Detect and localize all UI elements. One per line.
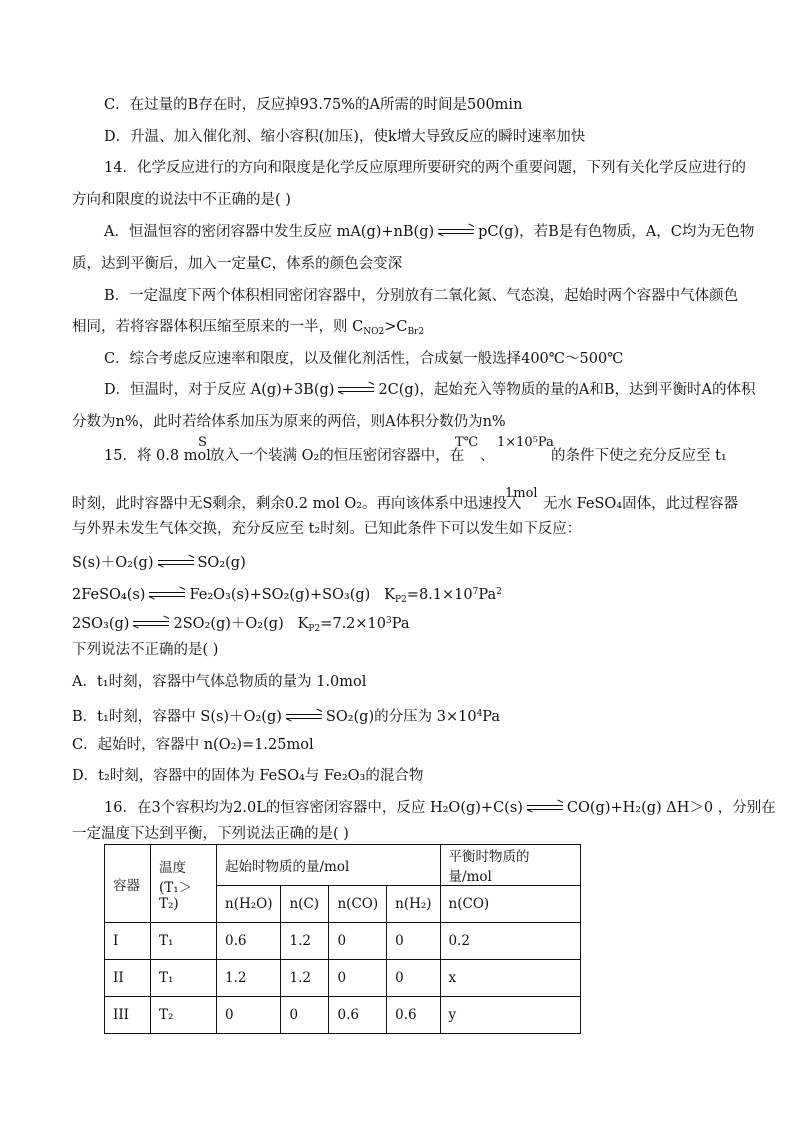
- q14-stem-line1: 14．化学反应进行的方向和限度是化学反应原理所要研究的两个重要问题，下列有关化学反应进行的: [104, 160, 746, 176]
- reaction-1: [72, 553, 246, 573]
- text: 2SO₃(g): [72, 616, 130, 632]
- text: Pa: [482, 709, 501, 725]
- q15-option-d: D．t₂时刻，容器中的固体为 FeSO₄与 Fe₂O₃的混合物: [72, 768, 424, 784]
- q13-option-c: C．在过量的B存在时，反应掉93.75%的A所需的时间是500min: [104, 97, 523, 113]
- table-cell: I: [105, 923, 151, 960]
- text: 2SO₂(g)＋O₂(g): [173, 616, 284, 632]
- equilibrium-arrow-icon: [527, 802, 563, 814]
- table-row: [105, 997, 581, 1034]
- table-cell: 0: [387, 960, 440, 997]
- q14-option-d-line2: 分数为n%，此时若给体系加压为原来的两倍，则A体积分数仍为n%: [72, 414, 506, 430]
- q14-option-c: C．综合考虑反应速率和限度，以及催化剂活性，合成氨一般选择400℃～500℃: [104, 351, 624, 367]
- text: CO(g)+H₂(g) ΔH＞0 ，分别在: [566, 800, 776, 816]
- table-cell: II: [105, 960, 151, 997]
- table-cell: 1.2: [217, 960, 281, 997]
- q15-mol: 1mol: [505, 486, 538, 501]
- table-cell: 0: [329, 923, 387, 960]
- q14-option-a-line2: 质，达到平衡后，加入一定量C，体系的颜色会变深: [72, 256, 403, 272]
- reaction-3: [72, 611, 410, 639]
- q15-option-a: A．t₁时刻，容器中气体总物质的量为 1.0mol: [72, 674, 367, 690]
- subscript: P2: [395, 595, 407, 605]
- subscript: Br2: [407, 327, 425, 337]
- q15-stem-line3: 与外界未发生气体交换，充分反应至 t₂时刻。已知此条件下可以发生如下反应：: [72, 521, 582, 537]
- superscript: 2: [496, 587, 502, 597]
- q16-stem-line1: [104, 798, 776, 818]
- subscript: P2: [308, 624, 321, 634]
- q15-option-c: C．起始时，容器中 n(O₂)=1.25mol: [72, 737, 314, 753]
- q14-stem-line2: 方向和限度的说法中不正确的是( ): [72, 192, 291, 208]
- table-cell: 0: [281, 997, 329, 1034]
- subheader-cell: n(C): [281, 886, 329, 923]
- table-cell: 1.2: [281, 960, 329, 997]
- q15-stem-line1-c: 、: [480, 448, 495, 464]
- q15-temperature: T℃: [455, 435, 479, 450]
- text: Fe₂O₃(s)+SO₂(g)+SO₃(g): [189, 587, 371, 603]
- text: S(s)＋O₂(g): [72, 555, 154, 571]
- table-row: [105, 923, 581, 960]
- table-cell: 0.6: [217, 923, 281, 960]
- subscript: NO2: [363, 327, 385, 337]
- header-container: 容器: [105, 845, 151, 923]
- table-cell: 0.6: [329, 997, 387, 1034]
- q15-stem-line1-d: 的条件下使之充分反应至 t₁: [551, 448, 727, 464]
- equilibrium-arrow-icon: [149, 589, 185, 601]
- subheader-cell: n(H₂O): [217, 886, 281, 923]
- subheader-cell: n(H₂): [387, 886, 440, 923]
- data-table: [104, 844, 581, 1034]
- q15-stem-line2-b: 无水 FeSO₄固体，此过程容器: [543, 496, 739, 512]
- q15-stem-line1-b: 放入一个装满 O₂的恒压密闭容器中，在: [210, 448, 465, 464]
- table-cell: III: [105, 997, 151, 1034]
- table-cell: T₁: [151, 960, 217, 997]
- text: SO₂(g): [197, 555, 246, 571]
- table-cell: 0: [329, 960, 387, 997]
- text: pC(g)，若B是有色物质，A，C均为无色物: [478, 224, 755, 240]
- text: 相同，若将容器体积压缩至原来的一半，则 C: [72, 319, 364, 335]
- text: SO₂(g)的分压为 3×10: [325, 709, 477, 725]
- text: B．t₁时刻，容器中 S(s)＋O₂(g): [72, 709, 282, 725]
- superscript: 7: [472, 587, 479, 597]
- text: 温度: [159, 859, 186, 876]
- q14-option-b-line2: [72, 317, 424, 342]
- text: 2FeSO₄(s): [72, 587, 146, 603]
- equilibrium-arrow-icon: [133, 618, 169, 630]
- text: K: [297, 616, 309, 632]
- subheader-cell: n(CO): [329, 886, 387, 923]
- table-cell: T₁: [151, 923, 217, 960]
- q14-option-a-line1: [104, 222, 754, 242]
- subheader-cell: n(CO): [440, 886, 580, 923]
- q15-pressure: 1×10⁵Pa: [497, 435, 554, 450]
- q13-option-d: D．升温、加入催化剂、缩小容积(加压)，使k增大导致反应的瞬时速率加快: [104, 129, 586, 145]
- text: >C: [384, 319, 408, 335]
- equilibrium-arrow-icon: [338, 384, 374, 396]
- table-cell: T₂: [151, 997, 217, 1034]
- superscript: 4: [476, 709, 483, 719]
- table-header-row: [105, 845, 581, 886]
- table-cell: 0.6: [387, 997, 440, 1034]
- q15-question: 下列说法不正确的是( ): [72, 642, 219, 658]
- equilibrium-arrow-icon: [286, 711, 322, 723]
- equilibrium-arrow-icon: [158, 557, 194, 569]
- table-cell: x: [440, 960, 580, 997]
- text: (T₁＞T₂): [159, 879, 193, 912]
- table-cell: 1.2: [281, 923, 329, 960]
- text: A．恒温恒容的密闭容器中发生反应 mA(g)+nB(g): [104, 224, 435, 240]
- table-cell: 0: [387, 923, 440, 960]
- text: D．恒温时，对于反应 A(g)+3B(g): [104, 382, 335, 398]
- text: K: [384, 587, 396, 603]
- text: Pa: [478, 587, 497, 603]
- table-cell: 0.2: [440, 923, 580, 960]
- text: =7.2×10: [320, 616, 387, 632]
- header-equilibrium-amount: 平衡时物质的量/mol: [440, 845, 580, 886]
- q14-option-b-line1: B．一定温度下两个体积相同密闭容器中，分别放有二氧化氮、气态溴，起始时两个容器中气体颜色: [104, 288, 739, 304]
- q16-stem-line2: 一定温度下达到平衡，下列说法正确的是( ): [72, 826, 349, 842]
- header-initial-amount: 起始时物质的量/mol: [217, 845, 441, 886]
- q14-option-d-line1: [104, 380, 755, 400]
- header-temperature: [151, 845, 217, 923]
- reaction-2: [72, 582, 502, 610]
- q15-stem-line2-a: 时刻，此时容器中无S剩余，剩余0.2 mol O₂。再向该体系中迅速投入: [72, 496, 522, 512]
- table-cell: y: [440, 997, 580, 1034]
- superscript: 3: [386, 616, 392, 626]
- text: 2C(g)，起始充入等物质的量的A和B，达到平衡时A的体积: [378, 382, 756, 398]
- q15-option-b: [72, 704, 500, 727]
- q15-s-symbol: S: [198, 435, 207, 450]
- text: Pa: [391, 616, 410, 632]
- text: =8.1×10: [406, 587, 473, 603]
- equilibrium-arrow-icon: [438, 226, 474, 238]
- q15-stem-line1-a: 15．将 0.8 mol: [104, 448, 211, 464]
- text: 16．在3个容积均为2.0L的恒容密闭容器中，反应 H₂O(g)+C(s): [104, 800, 523, 816]
- table-cell: 0: [217, 997, 281, 1034]
- table-row: [105, 960, 581, 997]
